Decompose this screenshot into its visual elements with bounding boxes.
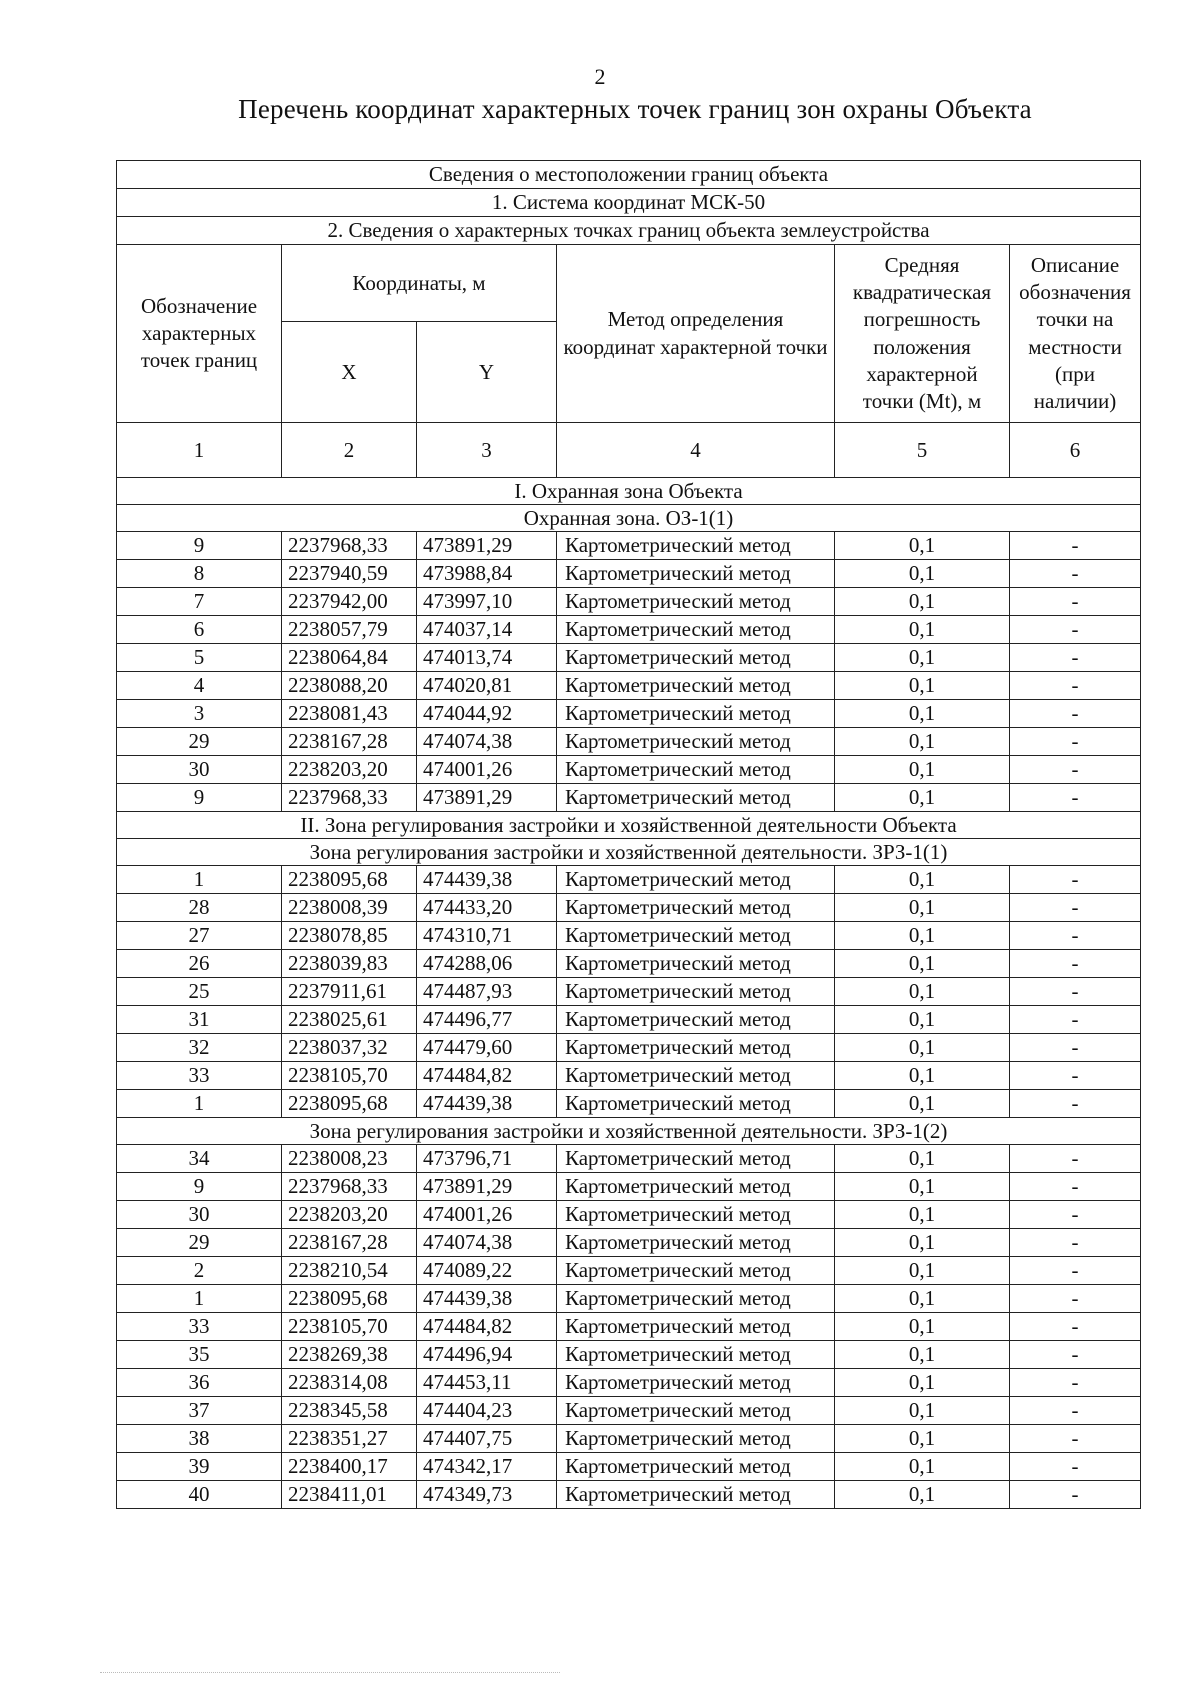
mean-error: 0,1 — [835, 700, 1010, 728]
subzone-title: Охранная зона. ОЗ-1(1) — [117, 505, 1141, 532]
coord-x: 2238411,01 — [282, 1481, 417, 1509]
table-row — [117, 894, 1141, 922]
coord-x: 2237968,33 — [282, 1173, 417, 1201]
method: Картометрический метод — [557, 1034, 835, 1062]
coord-x: 2238008,39 — [282, 894, 417, 922]
coord-y: 473988,84 — [417, 560, 557, 588]
coord-y: 474439,38 — [417, 866, 557, 894]
mean-error: 0,1 — [835, 644, 1010, 672]
coord-x: 2238078,85 — [282, 922, 417, 950]
coord-x: 2238269,38 — [282, 1341, 417, 1369]
point-description: - — [1010, 1453, 1141, 1481]
point-designation: 8 — [117, 560, 282, 588]
method: Картометрический метод — [557, 756, 835, 784]
method: Картометрический метод — [557, 1341, 835, 1369]
coord-y: 474407,75 — [417, 1425, 557, 1453]
table-row — [117, 1034, 1141, 1062]
mean-error: 0,1 — [835, 1062, 1010, 1090]
designation-header: Обозначение характерных точек границ — [117, 245, 282, 423]
method: Картометрический метод — [557, 1397, 835, 1425]
point-designation: 27 — [117, 922, 282, 950]
mean-error: 0,1 — [835, 1257, 1010, 1285]
table-row — [117, 672, 1141, 700]
point-designation: 32 — [117, 1034, 282, 1062]
coord-y: 474288,06 — [417, 950, 557, 978]
method: Картометрический метод — [557, 1062, 835, 1090]
subzone-title: Зона регулирования застройки и хозяйственной деятельности. ЗРЗ-1(1) — [117, 839, 1141, 866]
coord-y: 474479,60 — [417, 1034, 557, 1062]
mean-error: 0,1 — [835, 1481, 1010, 1509]
point-description: - — [1010, 1201, 1141, 1229]
coord-y: 474037,14 — [417, 616, 557, 644]
point-designation: 34 — [117, 1145, 282, 1173]
coord-x: 2238203,20 — [282, 1201, 417, 1229]
point-designation: 26 — [117, 950, 282, 978]
coord-x: 2238095,68 — [282, 866, 417, 894]
table-row — [117, 588, 1141, 616]
method: Картометрический метод — [557, 1425, 835, 1453]
coord-x: 2238095,68 — [282, 1285, 417, 1313]
point-designation: 31 — [117, 1006, 282, 1034]
point-description: - — [1010, 1397, 1141, 1425]
coord-x: 2238400,17 — [282, 1453, 417, 1481]
coord-y: 473891,29 — [417, 1173, 557, 1201]
coord-x: 2238039,83 — [282, 950, 417, 978]
mean-error: 0,1 — [835, 1229, 1010, 1257]
point-description: - — [1010, 950, 1141, 978]
coord-y: 474349,73 — [417, 1481, 557, 1509]
coord-y: 473997,10 — [417, 588, 557, 616]
mean-error: 0,1 — [835, 784, 1010, 812]
column-number: 4 — [557, 423, 835, 478]
mean-error: 0,1 — [835, 1453, 1010, 1481]
coord-y: 474484,82 — [417, 1313, 557, 1341]
point-designation: 29 — [117, 728, 282, 756]
mean-error: 0,1 — [835, 1201, 1010, 1229]
method: Картометрический метод — [557, 922, 835, 950]
coord-x: 2238095,68 — [282, 1090, 417, 1118]
coord-x: 2237968,33 — [282, 784, 417, 812]
mean-error: 0,1 — [835, 532, 1010, 560]
table-row — [117, 1425, 1141, 1453]
table-row — [117, 1201, 1141, 1229]
coord-x: 2238167,28 — [282, 1229, 417, 1257]
point-description: - — [1010, 700, 1141, 728]
coord-y: 474342,17 — [417, 1453, 557, 1481]
mean-error: 0,1 — [835, 978, 1010, 1006]
method: Картометрический метод — [557, 784, 835, 812]
table-row — [117, 1453, 1141, 1481]
point-designation: 2 — [117, 1257, 282, 1285]
point-designation: 1 — [117, 866, 282, 894]
coord-y: 474089,22 — [417, 1257, 557, 1285]
table-row — [117, 532, 1141, 560]
point-description: - — [1010, 922, 1141, 950]
method: Картометрический метод — [557, 672, 835, 700]
mean-error: 0,1 — [835, 560, 1010, 588]
coord-y: 474439,38 — [417, 1090, 557, 1118]
coord-y: 474496,77 — [417, 1006, 557, 1034]
coord-y: 474404,23 — [417, 1397, 557, 1425]
table-row — [117, 560, 1141, 588]
coord-x: 2238037,32 — [282, 1034, 417, 1062]
mean-error: 0,1 — [835, 1425, 1010, 1453]
coord-y: 474044,92 — [417, 700, 557, 728]
coord-y: 474001,26 — [417, 756, 557, 784]
coord-x: 2238210,54 — [282, 1257, 417, 1285]
method: Картометрический метод — [557, 728, 835, 756]
point-designation: 30 — [117, 1201, 282, 1229]
coord-x: 2237968,33 — [282, 532, 417, 560]
method: Картометрический метод — [557, 644, 835, 672]
description-header: Описание обозначения точки на местности (при наличии) — [1010, 245, 1141, 423]
coord-x: 2238203,20 — [282, 756, 417, 784]
zone-section-title: II. Зона регулирования застройки и хозяйственной деятельности Объекта — [117, 812, 1141, 839]
table-row — [117, 1006, 1141, 1034]
point-designation: 39 — [117, 1453, 282, 1481]
point-description: - — [1010, 616, 1141, 644]
table-row — [117, 1369, 1141, 1397]
coordinates-header: Координаты, м — [282, 245, 557, 322]
point-designation: 9 — [117, 1173, 282, 1201]
method: Картометрический метод — [557, 1173, 835, 1201]
point-description: - — [1010, 1062, 1141, 1090]
table-row — [117, 728, 1141, 756]
point-designation: 9 — [117, 532, 282, 560]
mean-error: 0,1 — [835, 1173, 1010, 1201]
column-numbers-row — [117, 423, 1141, 478]
point-designation: 9 — [117, 784, 282, 812]
coord-x: 2238008,23 — [282, 1145, 417, 1173]
table-row — [117, 616, 1141, 644]
point-designation: 5 — [117, 644, 282, 672]
point-designation: 25 — [117, 978, 282, 1006]
point-designation: 1 — [117, 1285, 282, 1313]
column-number: 3 — [417, 423, 557, 478]
table-row — [117, 1173, 1141, 1201]
point-description: - — [1010, 784, 1141, 812]
mean-error: 0,1 — [835, 1397, 1010, 1425]
table-row — [117, 1285, 1141, 1313]
mean-error: 0,1 — [835, 922, 1010, 950]
mean-error: 0,1 — [835, 866, 1010, 894]
coord-x: 2238314,08 — [282, 1369, 417, 1397]
method: Картометрический метод — [557, 950, 835, 978]
table-row — [117, 1397, 1141, 1425]
coord-x: 2238105,70 — [282, 1313, 417, 1341]
point-designation: 4 — [117, 672, 282, 700]
point-designation: 33 — [117, 1313, 282, 1341]
method: Картометрический метод — [557, 866, 835, 894]
point-designation: 30 — [117, 756, 282, 784]
point-description: - — [1010, 1145, 1141, 1173]
coord-x: 2238345,58 — [282, 1397, 417, 1425]
coord-y: 473891,29 — [417, 532, 557, 560]
coord-y: 474020,81 — [417, 672, 557, 700]
coord-y: 473891,29 — [417, 784, 557, 812]
coord-x: 2238105,70 — [282, 1062, 417, 1090]
y-header: Y — [417, 322, 557, 423]
location-info-banner: Сведения о местоположении границ объекта — [117, 161, 1141, 189]
point-designation: 33 — [117, 1062, 282, 1090]
mean-error: 0,1 — [835, 616, 1010, 644]
point-designation: 36 — [117, 1369, 282, 1397]
coord-x: 2238025,61 — [282, 1006, 417, 1034]
coord-x: 2238351,27 — [282, 1425, 417, 1453]
coord-y: 474074,38 — [417, 728, 557, 756]
coord-y: 474310,71 — [417, 922, 557, 950]
mean-error: 0,1 — [835, 1090, 1010, 1118]
mean-error: 0,1 — [835, 894, 1010, 922]
method: Картометрический метод — [557, 978, 835, 1006]
coord-y: 474453,11 — [417, 1369, 557, 1397]
table-row — [117, 644, 1141, 672]
point-description: - — [1010, 756, 1141, 784]
point-description: - — [1010, 1006, 1141, 1034]
coordinate-system-banner: 1. Система координат МСК-50 — [117, 189, 1141, 217]
table-row — [117, 1090, 1141, 1118]
table-row — [117, 950, 1141, 978]
mean-error: 0,1 — [835, 756, 1010, 784]
table-row — [117, 1313, 1141, 1341]
point-description: - — [1010, 1090, 1141, 1118]
mean-error: 0,1 — [835, 1145, 1010, 1173]
column-number: 5 — [835, 423, 1010, 478]
mean-error: 0,1 — [835, 728, 1010, 756]
mean-error: 0,1 — [835, 588, 1010, 616]
table-row — [117, 1481, 1141, 1509]
coord-x: 2237940,59 — [282, 560, 417, 588]
table-row — [117, 1341, 1141, 1369]
mean-error: 0,1 — [835, 1341, 1010, 1369]
point-description: - — [1010, 1369, 1141, 1397]
point-description: - — [1010, 1313, 1141, 1341]
point-designation: 29 — [117, 1229, 282, 1257]
table-row — [117, 922, 1141, 950]
coord-y: 474487,93 — [417, 978, 557, 1006]
point-description: - — [1010, 1173, 1141, 1201]
point-designation: 1 — [117, 1090, 282, 1118]
point-designation: 37 — [117, 1397, 282, 1425]
coord-y: 474439,38 — [417, 1285, 557, 1313]
point-description: - — [1010, 560, 1141, 588]
point-designation: 3 — [117, 700, 282, 728]
coord-y: 474001,26 — [417, 1201, 557, 1229]
method: Картометрический метод — [557, 1201, 835, 1229]
coord-x: 2237911,61 — [282, 978, 417, 1006]
coord-y: 474496,94 — [417, 1341, 557, 1369]
table-row — [117, 700, 1141, 728]
method: Картометрический метод — [557, 532, 835, 560]
mean-error: 0,1 — [835, 672, 1010, 700]
x-header: X — [282, 322, 417, 423]
point-designation: 38 — [117, 1425, 282, 1453]
method: Картометрический метод — [557, 588, 835, 616]
point-description: - — [1010, 1481, 1141, 1509]
method: Картометрический метод — [557, 560, 835, 588]
method: Картометрический метод — [557, 894, 835, 922]
table-row — [117, 1062, 1141, 1090]
coord-y: 474433,20 — [417, 894, 557, 922]
mean-error: 0,1 — [835, 1313, 1010, 1341]
column-number: 6 — [1010, 423, 1141, 478]
method: Картометрический метод — [557, 700, 835, 728]
table-row — [117, 1257, 1141, 1285]
mean-error: 0,1 — [835, 1369, 1010, 1397]
document-title: Перечень координат характерных точек границ зон охраны Объекта — [238, 94, 1032, 124]
point-description: - — [1010, 1285, 1141, 1313]
point-description: - — [1010, 894, 1141, 922]
coord-x: 2238081,43 — [282, 700, 417, 728]
coord-x: 2238064,84 — [282, 644, 417, 672]
table-row — [117, 1229, 1141, 1257]
point-description: - — [1010, 978, 1141, 1006]
zone-section-title: I. Охранная зона Объекта — [117, 478, 1141, 505]
method: Картометрический метод — [557, 1285, 835, 1313]
method: Картометрический метод — [557, 1229, 835, 1257]
point-description: - — [1010, 1425, 1141, 1453]
subzone-title: Зона регулирования застройки и хозяйственной деятельности. ЗРЗ-1(2) — [117, 1118, 1141, 1145]
boundary-points-banner: 2. Сведения о характерных точках границ объекта землеустройства — [117, 217, 1141, 245]
table-row — [117, 1145, 1141, 1173]
scan-artifact — [100, 1672, 560, 1675]
point-designation: 6 — [117, 616, 282, 644]
point-description: - — [1010, 672, 1141, 700]
coord-x: 2238167,28 — [282, 728, 417, 756]
table-row — [117, 756, 1141, 784]
point-designation: 28 — [117, 894, 282, 922]
point-designation: 40 — [117, 1481, 282, 1509]
page-number: 2 — [594, 64, 606, 89]
point-description: - — [1010, 588, 1141, 616]
column-number: 2 — [282, 423, 417, 478]
coord-y: 474074,38 — [417, 1229, 557, 1257]
method: Картометрический метод — [557, 1369, 835, 1397]
coord-x: 2238088,20 — [282, 672, 417, 700]
method: Картометрический метод — [557, 1090, 835, 1118]
method: Картометрический метод — [557, 1257, 835, 1285]
mean-error: 0,1 — [835, 1006, 1010, 1034]
point-description: - — [1010, 532, 1141, 560]
coordinates-table — [116, 160, 1141, 1509]
method: Картометрический метод — [557, 1145, 835, 1173]
error-header: Средняя квадратическая погрешность положения характерной точки (Mt), м — [835, 245, 1010, 423]
table-row — [117, 866, 1141, 894]
method: Картометрический метод — [557, 1006, 835, 1034]
point-designation: 35 — [117, 1341, 282, 1369]
mean-error: 0,1 — [835, 950, 1010, 978]
point-description: - — [1010, 728, 1141, 756]
method: Картометрический метод — [557, 1453, 835, 1481]
coord-x: 2238057,79 — [282, 616, 417, 644]
point-description: - — [1010, 1341, 1141, 1369]
mean-error: 0,1 — [835, 1034, 1010, 1062]
table-row — [117, 784, 1141, 812]
point-description: - — [1010, 1034, 1141, 1062]
method: Картометрический метод — [557, 616, 835, 644]
method: Картометрический метод — [557, 1481, 835, 1509]
point-designation: 7 — [117, 588, 282, 616]
coord-y: 474484,82 — [417, 1062, 557, 1090]
point-description: - — [1010, 1229, 1141, 1257]
coord-y: 474013,74 — [417, 644, 557, 672]
method-header: Метод определения координат характерной точки — [557, 245, 835, 423]
point-description: - — [1010, 644, 1141, 672]
method: Картометрический метод — [557, 1313, 835, 1341]
column-number: 1 — [117, 423, 282, 478]
coord-x: 2237942,00 — [282, 588, 417, 616]
coord-y: 473796,71 — [417, 1145, 557, 1173]
table-row — [117, 978, 1141, 1006]
point-description: - — [1010, 1257, 1141, 1285]
mean-error: 0,1 — [835, 1285, 1010, 1313]
point-description: - — [1010, 866, 1141, 894]
